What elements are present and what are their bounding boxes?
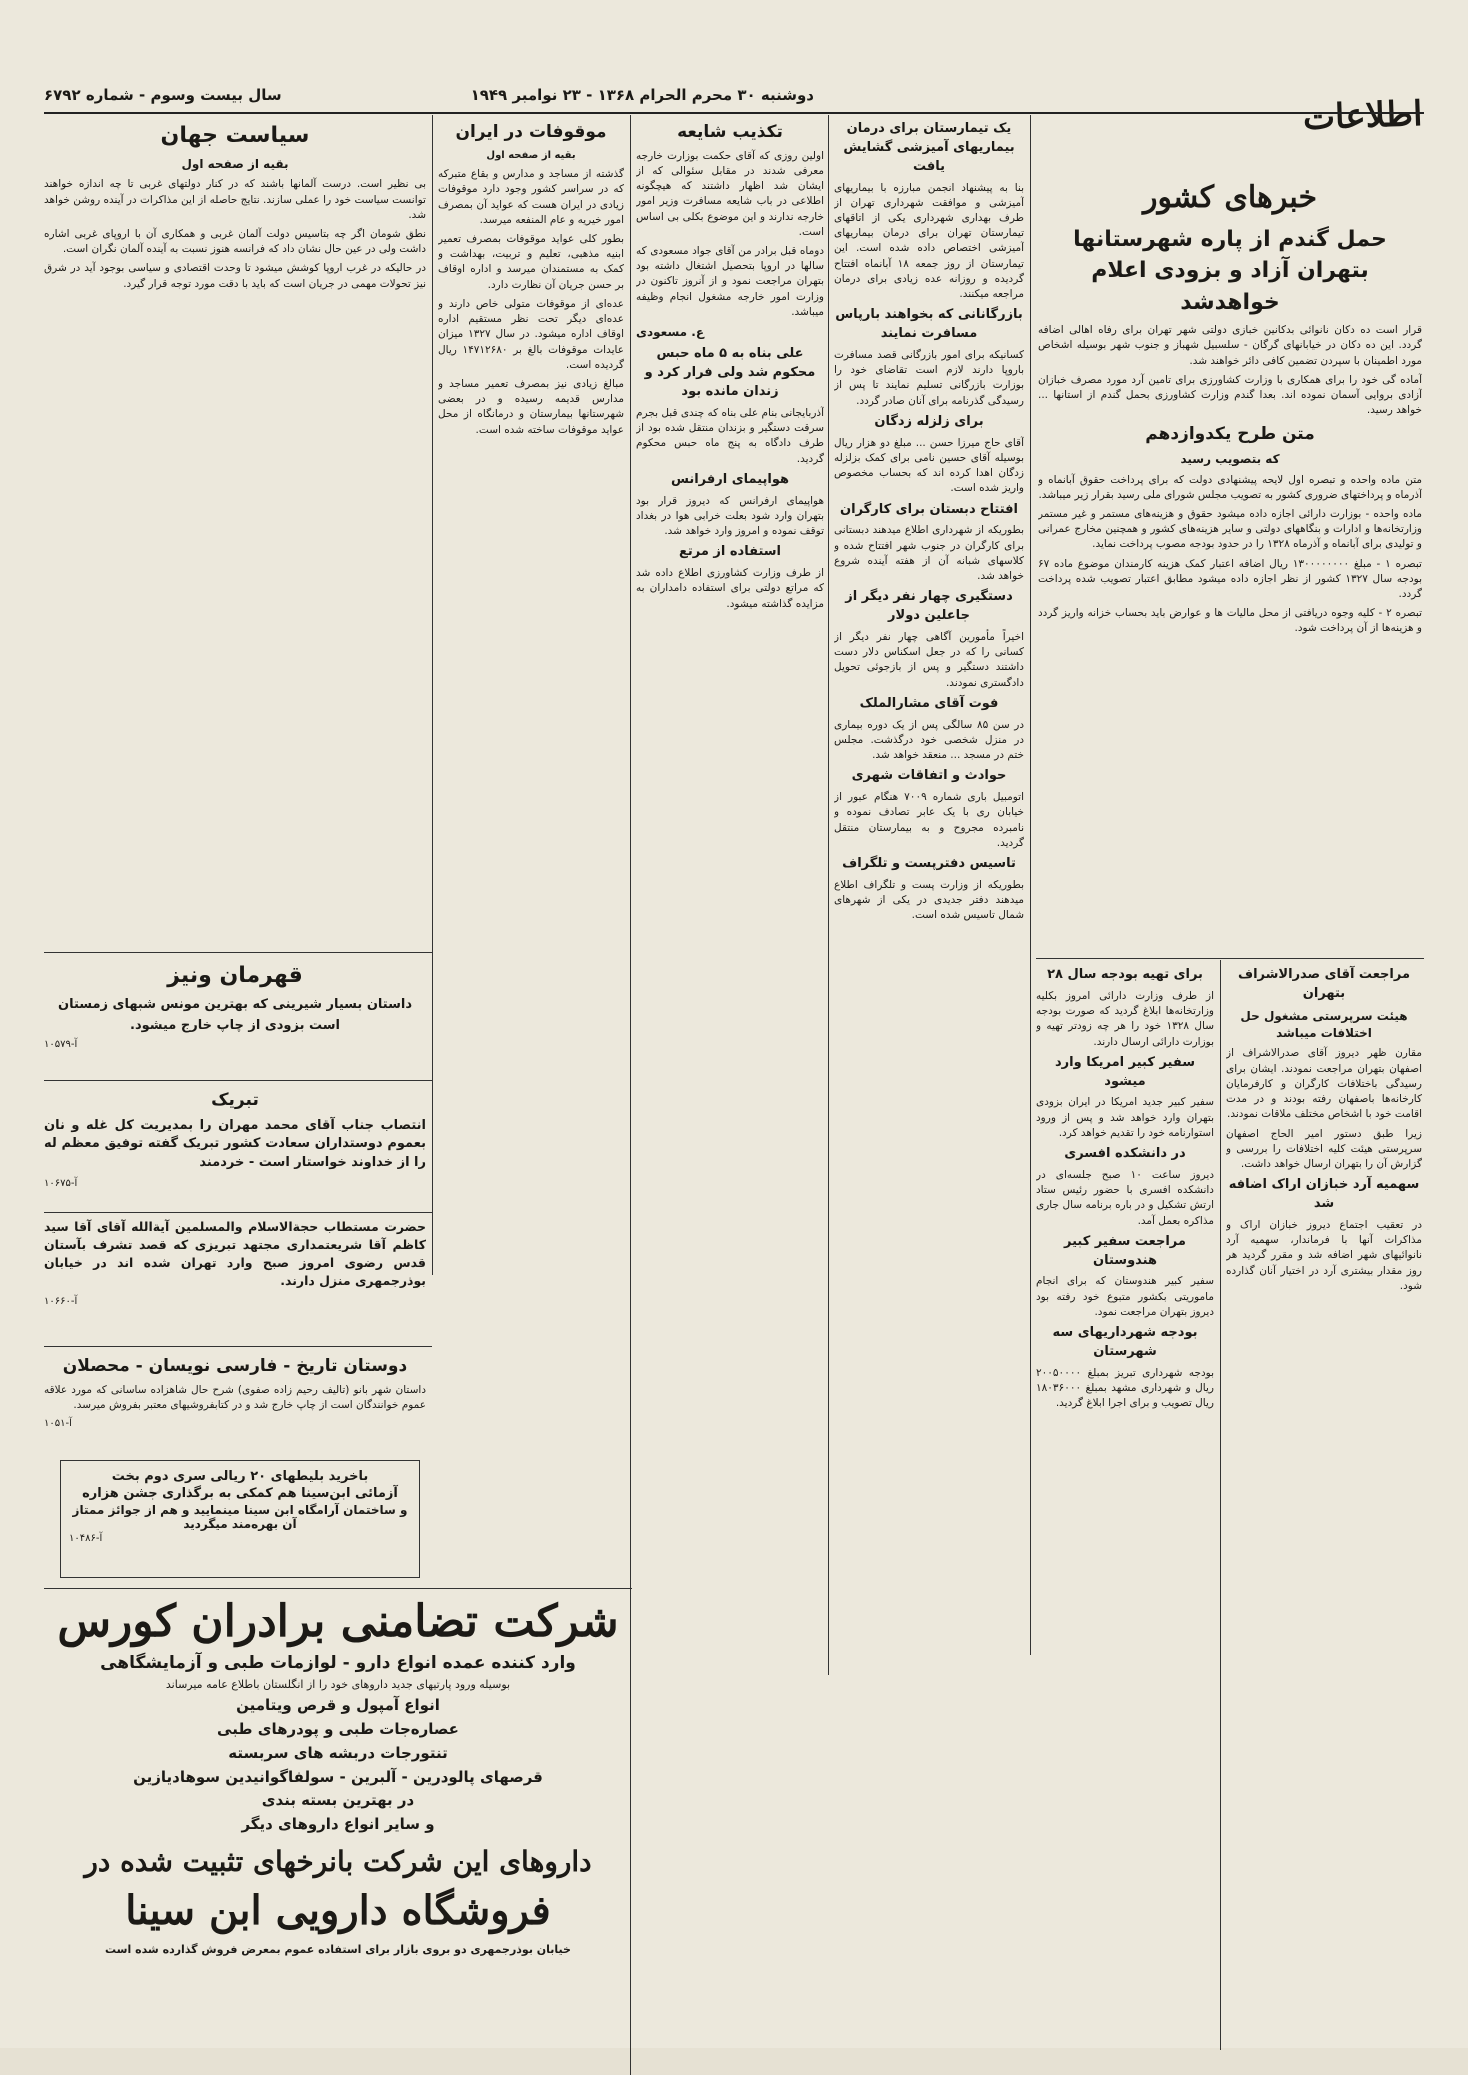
article-paragraph: زیرا طبق دستور امیر الحاج اصفهان سرپرستی هیئت کلیه اختلافات را بررسی و گزارش آن را بتهران ارسال خواهد داشت. [1226, 1127, 1422, 1170]
ad-text: باخرید بلیطهای ۲۰ ریالی سری دوم بخت [111, 1469, 369, 1484]
article-paragraph: متن ماده واحده و تبصره اول لایحه پیشنهادی دولت که برای پرداخت حقوق آبانماه و آذرماه و پرداختهای ضروری کشور به تصویب مجلس شورای ملی رسید بقرار زیر میباشد. [1038, 473, 1422, 501]
article-paragraph: ماده واحده - بوزارت دارائی اجازه داده میشود حقوق و هزینه‌های مستمر و غیر مستمر وزارتخانه‌ها و ادارات و بنگاههای دولتی و سایر هزینه‌های کشور و همچنین مخارج عمرانی و تولیدی برای آبانماه و آذرماه ۱۳۲۸ را در حدود بودجه مصوب پرداخت نماید. [1038, 507, 1422, 551]
ad-code: آ-۱۰۴۸۶ [69, 1533, 103, 1544]
article-paragraph: هواپیمای ارفرانس که دیروز قرار بود بتهران وارد شود بعلت خرابی هوا در بغداد توقف نموده و امروز وارد خواهد شد. [636, 494, 824, 538]
article-paragraph: تبصره ۱ - مبلغ ۱۳۰۰۰۰۰۰۰۰ ریال اضافه اعتبار کمک هزینه کارمندان موضوع ماده ۶۷ بودجه سال ۱۳۲۷ کشور از نظر اجازه داده میشود مطابق اعتبار تصویب شده پرداخت گردد. [1038, 557, 1422, 601]
section-rule [44, 952, 432, 953]
article-paragraph: در حالیکه در غرب اروپا کوشش میشود تا وحدت اقتصادی و سیاسی بوجود آید در شرق نیز تحولات مهمی در جریان است که باید با دقت مورد توجه قرار گیرد. [44, 262, 426, 290]
article-paragraph: دیروز ساعت ۱۰ صبح جلسه‌ای در دانشکده افسری با حضور رئیس ستاد ارتش تشکیل و در باره برنامه سال جاری مذاکره بعمل آمد. [1036, 1168, 1214, 1227]
article-paragraph: عده‌ای از موقوفات متولی خاص دارند و عده‌ای دیگر تحت نظر مستقیم اداره اوقاف اداره میشود. در سال ۱۳۲۷ میزان عایدات موقوفات بالغ بر ۱۴۷۱۲۶۸۰ ریال گردیده است. [438, 297, 624, 371]
section-header: خبرهای کشور [1142, 180, 1318, 215]
city-news-column [834, 118, 1024, 1654]
ad-code: آ-۱۰۵۱ [44, 1418, 72, 1430]
article-title: مراجعت سفیر کبیر هندوستان [1064, 1233, 1186, 1268]
column-rule [828, 115, 829, 1675]
notice-code: آ-۱۰۶۶۰ [44, 1295, 78, 1307]
article-title: متن طرح یکدوازدهم [1145, 424, 1315, 445]
notice-code: آ-۱۰۶۷۵ [44, 1178, 78, 1190]
section-rule [44, 1346, 432, 1347]
article-title: برای زلزله زدگان [874, 413, 984, 429]
article-paragraph: بطوریکه از شهرداری اطلاع میدهند دبستانی برای کارگران در جنوب شهر افتتاح شده و کلاسهای شبانه آن از هفته آینده شروع خواهد شد. [834, 524, 1024, 583]
article-paragraph: اخیراً مأمورین آگاهی چهار نفر دیگر از کسانی را که در جعل اسکناس دلار دست داشتند دستگیر و پس از بازجوئی تحویل دادگستری نمودند. [834, 630, 1024, 689]
ad-item: قرصهای پالودرین - آلبرین - سولفاگوانیدین سوهادیازین [133, 1767, 543, 1786]
ad-text: است بزودی از چاپ خارج میشود. [130, 1017, 340, 1033]
pharma-ad [44, 1596, 632, 2026]
article-paragraph: گذشته از مساجد و مدارس و بقاع متبرکه که در سراسر کشور وجود دارد موقوفات زیادی در ایران هست که عواید آن بمصرف امور خیریه و عام المنفعه میرسد. [438, 168, 624, 226]
article-paragraph: بی نظیر است. درست آلمانها باشند که در کنار دولتهای غربی تا چه اندازه خواهند توانست سیاست خود را عملی سازند. نتایج حاصله از این مذاکرات در آینده روشن خواهد شد. [44, 178, 426, 221]
ad-code: آ-۱۰۵۷۹ [44, 1038, 78, 1050]
denial-column [636, 118, 824, 1628]
article-title: هواپیمای ارفرانس [670, 471, 790, 487]
section-rule [44, 1212, 432, 1213]
national-news-column [1038, 118, 1422, 958]
article-title: بازرگانانی که بخواهند بارپاس مسافرت نمایند [835, 307, 1023, 342]
film-ad [44, 958, 426, 1078]
article-paragraph: سفیر کبیر هندوستان که برای انجام ماموریتی بکشور متبوع خود رفته بود دیروز بتهران مراجعت نمود. [1036, 1275, 1214, 1318]
article-paragraph: از طرف وزارت کشاورزی اطلاع داده شد که مراتع دولتی برای استفاده دامداران به مزایده گذاشته میشود. [636, 567, 824, 610]
ad-item: تنتورجات دربشه های سربسته [228, 1743, 448, 1762]
article-title: مراجعت آقای صدرالاشراف بتهران [1238, 967, 1410, 1001]
article-paragraph: اتومبیل باری شماره ۷۰۰۹ هنگام عبور از خیابان ری با یک عابر تصادف نموده و نامبرده مجروح و به بیمارستان منتقل گردید. [834, 791, 1024, 849]
article-title: سیاست جهان [160, 123, 310, 148]
ad-text: داستان شهر بانو (تالیف رحیم زاده صفوی) شرح حال شاهزاده ساسانی که مورد علاقه عموم خوانندگان است از چاپ خارج شد و در کتابفروشیهای معتبر بفروش میرسد. [44, 1383, 426, 1411]
book-ad [44, 1352, 426, 1452]
article-paragraph: سفیر کبیر جدید امریکا در ایران بزودی بتهران وارد خواهد شد و پس از ورود استوارنامه خود را تقدیم خواهد کرد. [1036, 1096, 1214, 1139]
notice-text: انتصاب جناب آقای محمد مهران را بمدیریت کل غله و نان بعموم دوستداران سعادت کشور تبریک گفته توفیق معظم له را از خداوند خواستار است - خردمند [44, 1117, 426, 1171]
article-paragraph: بطور کلی عواید موقوفات بمصرف تعمیر ابنیه مذهبی، تعلیم و تربیت، بهداشت و کمک به مستمندان میرسد و اداره اوقاف بر حسن جریان آن نظارت دارد. [438, 233, 624, 291]
section-rule [1036, 958, 1424, 959]
continued-ref: بقیه از صفحه اول [181, 156, 289, 171]
ad-text: و ساختمان آرامگاه ابن سینا مینمایید و هم از جوائز ممتاز آن بهره‌مند میگردید [72, 1503, 408, 1531]
article-title: برای تهیه بودجه سال ۲۸ [1047, 967, 1203, 982]
article-title: تاسیس دفترپست و تلگراف [842, 856, 1016, 872]
signature: ع. مسعودی [636, 325, 705, 340]
article-paragraph: بنا به پیشنهاد انجمن مبارزه با بیماریهای آمیزشی و موافقت شهرداری تهران از طرف بهداری شهرداری یکی از اتاقهای تیمارستان تهران برای درمان بیماریهای آمیزشی اختصاص داده شده است. این تیمارستان از روز جمعه ۱۸ آبانماه افتتاح گردیده و روزانه عده زیادی برای درمان مراجعه میکنند. [834, 181, 1024, 301]
article-subtitle: هیئت سرپرستی مشغول حل اختلافات میباشد [1240, 1008, 1408, 1041]
regional-news-column [1226, 964, 1422, 2004]
ad-text: آزمائی ابن‌سینا هم کمکی به برگذاری جشن هزاره [82, 1486, 398, 1501]
issue-number: سال بیست وسوم - شماره ۶۷۹۲ [44, 86, 282, 104]
ad-text: داستان بسیار شیرینی که بهترین مونس شبهای زمستان [57, 996, 413, 1012]
ad-item: و سایر انواع داروهای دیگر [241, 1815, 435, 1834]
section-rule [44, 1080, 432, 1081]
article-title: علی بناه به ۵ ماه حبس محکوم شد ولی فرار کرد و زندان مانده بود [644, 346, 816, 400]
ad-text: داروهای این شرکت بانرخهای تثبیت شده در [84, 1844, 592, 1878]
newspaper-logo: اطلاعات [1301, 93, 1423, 139]
section-rule [44, 1588, 632, 1589]
continued-ref: بقیه از صفحه اول [486, 149, 576, 161]
notice-title: تبریک [211, 1090, 259, 1110]
ad-footer: خیابان بوذرجمهری دو بروی بازار برای استفاده عموم بمعرض فروش گذارده شده است [105, 1943, 571, 1957]
world-politics-column [44, 118, 426, 948]
ad-text: وارد کننده عمده انواع دارو - لوازمات طبی و آزمایشگاهی [100, 1652, 576, 1673]
ad-item: انواع آمپول و قرص ویتامین [236, 1696, 440, 1715]
article-title: تکذیب شایعه [677, 122, 783, 142]
article-paragraph: مبالغ زیادی نیز بمصرف تعمیر مساجد و مدارس قدیمه رسیده و در بعضی شهرستانها بیمارستان و درمانگاه از محل عواید موقوفات ساخته شده است. [438, 377, 624, 436]
column-rule [1220, 960, 1221, 2050]
article-subtitle: که بتصویب رسید [1180, 452, 1280, 467]
lottery-ad [60, 1460, 420, 1578]
article-title: فوت آقای مشارالملک [859, 695, 999, 711]
ad-title: دوستان تاریخ - فارسی نویسان - محصلان [62, 1356, 408, 1376]
article-paragraph: بودجه شهرداری تبریز بمبلغ ۲۰۰۵۰۰۰۰ ریال و شهرداری مشهد بمبلغ ۱۸۰۳۶۰۰۰ ریال تصویب و برای اجرا ابلاغ گردید. [1036, 1366, 1214, 1410]
article-paragraph: از طرف وزارت دارائی امروز بکلیه وزارتخانه‌ها ابلاغ گردید که صورت بودجه سال ۱۳۲۸ خود را هر چه زودتر تهیه و بوزارت دارائی ارسال دارند. [1036, 989, 1214, 1048]
article-title: در دانشکده افسری [1064, 1146, 1186, 1162]
article-paragraph: اولین روزی که آقای حکمت بوزارت خارجه معرفی شدند در مقابل سئوالی که از ایشان شد اظهار داشتند که هیچگونه اطلاعی در باب شایعه مسافرت وزیر امور خارجه ندارند و این موضوع بکلی بی اساس است. [636, 149, 824, 238]
endowment-column [438, 118, 624, 1626]
masthead [44, 78, 1424, 114]
ad-item: در بهترین بسته بندی [261, 1791, 415, 1810]
ad-text: بوسیله ورود پارتیهای جدید داروهای خود را از انگلستان باطلاع عامه میرساند [165, 1678, 511, 1692]
gov-news-column [1036, 964, 1214, 1904]
lead-headline: حمل گندم از پاره‌ شهرستانها بتهران آزاد و بزودی اعلام خواهدشد [1073, 226, 1387, 316]
ad-title: قهرمان ونیز [167, 963, 303, 988]
article-paragraph: آقای حاج میرزا حسن ... مبلغ دو هزار ریال بوسیله آقای حسین نامی برای کمک بزلزله زدگان اهدا کرده اند که بحساب مخصوص واریز شده است. [834, 436, 1024, 495]
article-paragraph: دوماه قبل برادر من آقای جواد مسعودی که سالها در اروپا بتحصیل اشتغال داشته بود بتهران مراجعت نمود و از آنروز تاکنون در وزارت امور خارجه مشغول انجام وظیفه میباشد. [636, 244, 824, 318]
article-paragraph: در سن ۸۵ سالگی پس از یک دوره بیماری در منزل شخصی خود درگذشت. مجلس ختم در مسجد ... منعقد خواهد شد. [834, 718, 1024, 762]
article-paragraph: آذربایجانی بنام علی بناه که چندی قبل بجرم سرقت دستگیر و بزندان منتقل شده بود از طرف دادگاه به پنج ماه حبس محکوم گردید. [636, 406, 824, 465]
article-title: استفاده از مرتع [678, 544, 782, 560]
article-title: سهمیه آرد خبازان اراک اضافه شد [1228, 1177, 1420, 1212]
ad-title: شرکت تضامنی برادران کورس [57, 1596, 619, 1647]
article-title: افتتاح دبستان برای کارگران [840, 501, 1018, 517]
column-rule [432, 115, 433, 1275]
article-title: موقوفات در ایران [455, 122, 607, 142]
article-title: حوادث و اتفاقات شهری [851, 768, 1007, 784]
congrats-notice [44, 1086, 426, 1206]
article-title: بودجه شهرداریهای سه شهرستان [1052, 1325, 1198, 1359]
article-paragraph: قرار است ده دکان نانوائی بدکانین خبازی دولتی شهر تهران برای رفاه اهالی اضافه گردد. این ده دکان در خیابانهای گرگان - سلسبیل شهباز و جنوب شهر بوسیله اشخاص مورد اطمینان با سپردن تضمین کافی دائر خواهند شد. [1038, 324, 1422, 367]
notice-text: حضرت مستطاب حجة‌الاسلام والمسلمین آیة‌الله آقای آقا سید کاظم آقا شریعتمداری مجتهد تبریزی که قصد تشرف بآستان قدس رضوی امروز صبح وارد تهران شده اند در خیابان بوذرجمهری منزل دارند. [44, 1219, 426, 1289]
article-paragraph: در تعقیب اجتماع دیروز خبازان اراک و مذاکرات آنها با فرماندار، سهمیه آرد نانوائیهای شهر اضافه شد و مقرر گردید هر روز مقدار بیشتری آرد در اختیار آنان گذارده شود. [1226, 1218, 1422, 1292]
issue-date: دوشنبه ۳۰ محرم الحرام ۱۳۶۸ - ۲۳ نوامبر ۱۹۴۹ [470, 86, 814, 104]
ad-text: فروشگاه دارویی ابن سینا [125, 1887, 551, 1935]
article-paragraph: مقارن ظهر دیروز آقای صدرالاشراف از اصفهان بتهران مراجعت نمودند. ایشان برای رسیدگی باختلافات کارگران و کارفرمایان کارخانه‌ها باصفهان رفته بودند و در مدت اقامت خود با اشخاص مختلف ملاقات نمودند. [1226, 1047, 1422, 1121]
article-paragraph: کسانیکه برای امور بازرگانی قصد مسافرت باروپا دارند لازم است تقاضای خود را بوزارت بازرگانی تسلیم نمایند تا پس از رسیدگی گذرنامه برای آنان صادر گردد. [834, 348, 1024, 407]
article-title: دستگیری چهار نفر دیگر از جاعلین دولار [845, 589, 1013, 624]
column-rule [1030, 115, 1031, 1655]
article-paragraph: آماده گی خود را برای همکاری با وزارت کشاورزی برای تامین آرد مورد مصرف خبازان آزادی بروایی آسمان نموده اند. بعدا گندم وزارت کشاورزی بحمل گندم از استانها ... خواهد رسید. [1038, 373, 1422, 417]
ad-item: عصاره‌جات طبی و پودرهای طبی [217, 1720, 459, 1739]
article-paragraph: نطق شومان اگر چه بتاسیس دولت آلمان غربی و همکاری آن با اروپای غربی اشاره داشت ولی در عین حال نشان داد که فرانسه هنوز نسبت به آینده آلمان نگران است. [44, 227, 426, 256]
article-title: یک تیمارستان برای درمان بیماریهای آمیزشی گشایش یافت [843, 121, 1015, 174]
ceremony-notice [44, 1218, 426, 1342]
article-paragraph: تبصره ۲ - کلیه وجوه دریافتی از محل مالیات ها و عوارض باید بحساب خزانه واریز گردد و هزینه‌ها از آن پرداخت شود. [1038, 607, 1422, 635]
article-paragraph: بطوریکه از وزارت پست و تلگراف اطلاع میدهند دفتر جدیدی در یکی از شهرهای شمال تاسیس شده است. [834, 878, 1024, 922]
article-title: سفیر کبیر امریکا وارد میشود [1055, 1054, 1195, 1089]
